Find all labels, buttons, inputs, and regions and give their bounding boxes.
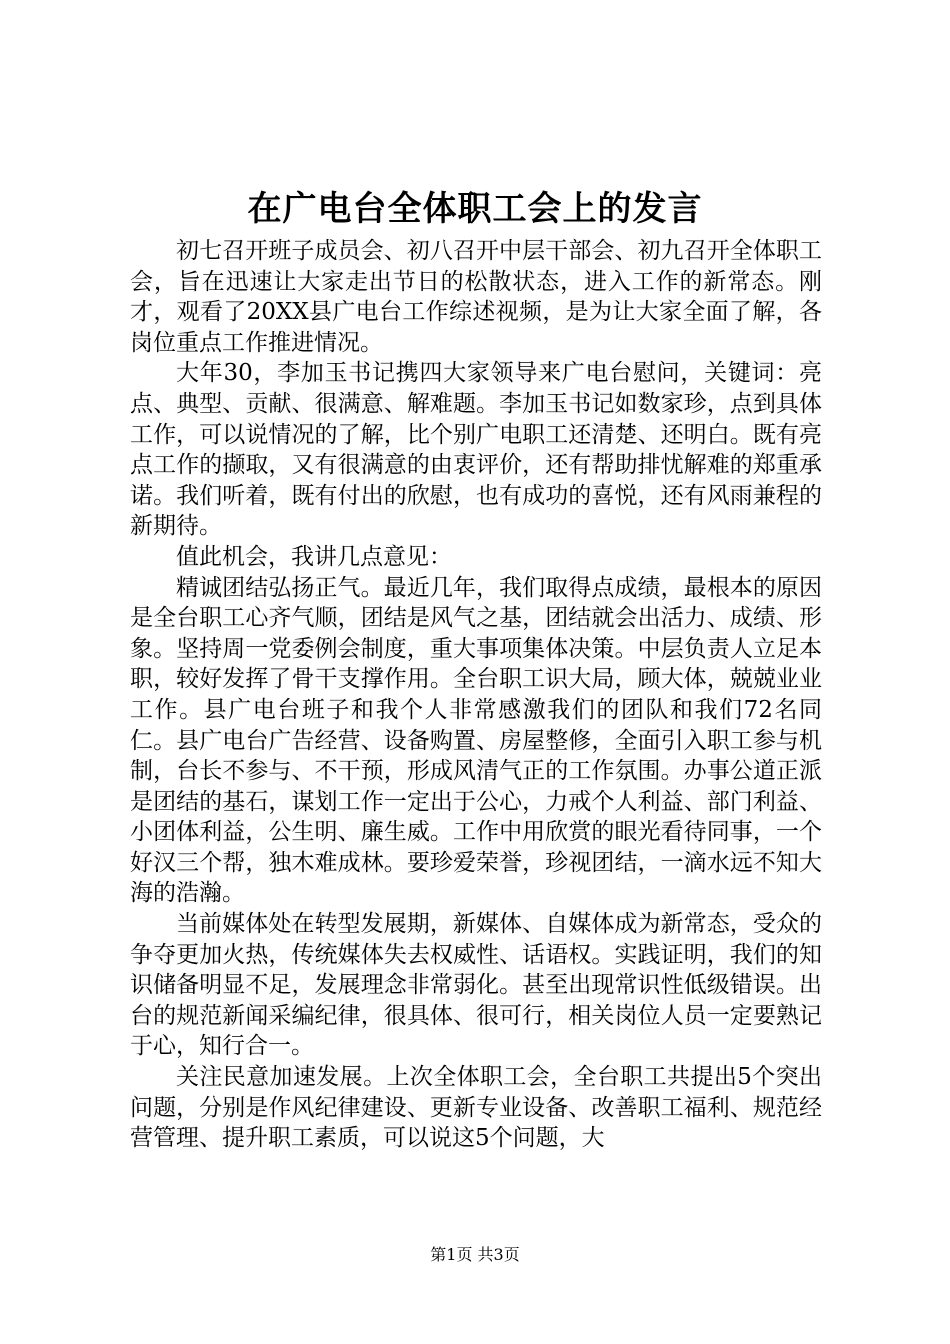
paragraph-opinions-lead: 值此机会，我讲几点意见： <box>176 543 452 570</box>
document-title: 在广电台全体职工会上的发言 <box>247 189 703 229</box>
paragraph-intro: 初七召开班子成员会、初八召开中层干部会、初九召开全体职工会，旨在迅速让大家走出节日的松散状态，进入工作的新常态。刚才，观看了20XX县广电台工作综述视频，是为让大家全面了解，各岗位重点工作推进情况。 <box>130 238 822 356</box>
paragraph-public-opinion: 关注民意加速发展。上次全体职工会，全台职工共提出5个突出问题，分别是作风纪律建设、更新专业设备、改善职工福利、规范经营管理、提升职工素质，可以说这5个问题，大 <box>130 1064 822 1152</box>
page-number: 第1页 共3页 <box>430 1245 520 1264</box>
paragraph-media-transition: 当前媒体处在转型发展期，新媒体、自媒体成为新常态，受众的争夺更加火热，传统媒体失去权威性、话语权。实践证明，我们的知识储备明显不足，发展理念非常弱化。甚至出现常识性低级错误。出台的规范新闻采编纪律，很具体、很可行，相关岗位人员一定要熟记于心，知行合一。 <box>130 911 822 1060</box>
paragraph-new-year-visit: 大年30，李加玉书记携四大家领导来广电台慰问，关键词：亮点、典型、贡献、很满意、解难题。李加玉书记如数家珍，点到具体工作，可以说情况的了解，比个别广电职工还清楚、还明白。既有亮点工作的撷取，又有很满意的由衷评价，还有帮助排忧解难的郑重承诺。我们听着，既有付出的欣慰，也有成功的喜悦，还有风雨兼程的新期待。 <box>130 360 822 540</box>
document-body <box>130 236 822 1154</box>
paragraph-unity: 精诚团结弘扬正气。最近几年，我们取得点成绩，最根本的原因是全台职工心齐气顺，团结是风气之基，团结就会出活力、成绩、形象。坚持周一党委例会制度，重大事项集体决策。中层负责人立足本职，较好发挥了骨干支撑作用。全台职工识大局，顾大体，兢兢业业工作。县广电台班子和我个人非常感激我们的团队和我们72名同仁。县广电台广告经营、设备购置、房屋整修，全面引入职工参与机制，台长不参与、不干预，形成风清气正的工作氛围。办事公道正派是团结的基石，谋划工作一定出于公心，力戒个人利益、部门利益、小团体利益，公生明、廉生威。工作中用欣赏的眼光看待同事，一个好汉三个帮，独木难成林。要珍爱荣誉，珍视团结，一滴水远不知大海的浩瀚。 <box>130 574 822 907</box>
